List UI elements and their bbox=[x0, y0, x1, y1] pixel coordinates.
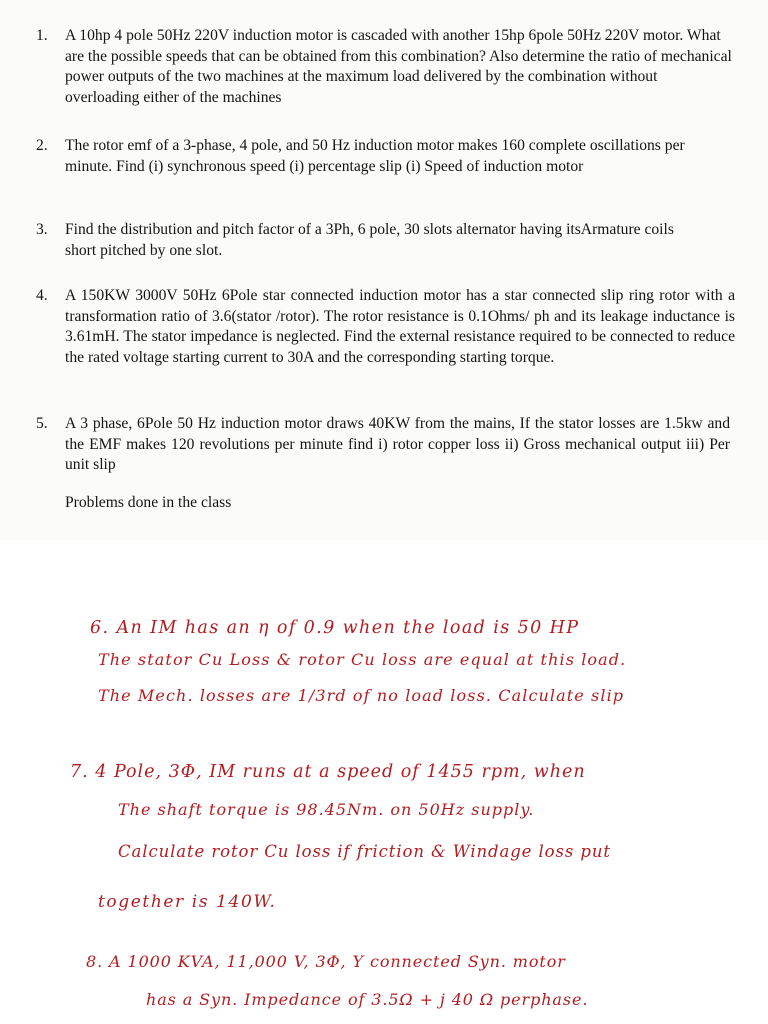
question-number: 1. bbox=[36, 27, 48, 44]
question-number: 4. bbox=[36, 287, 48, 304]
question-text: A 3 phase, 6Pole 50 Hz induction motor draws 40KW from the mains, If the stator losses are 1.5kw and the EMF makes 120 revolutions per minute find i) rotor copper loss ii) Gross mechanical output iii) Per unit slip bbox=[65, 415, 730, 473]
handwritten-line: The stator Cu Loss & rotor Cu loss are equal at this load. bbox=[98, 650, 627, 669]
question-number: 5. bbox=[36, 415, 48, 432]
section-heading: Problems done in the class bbox=[65, 494, 232, 511]
question-text: Find the distribution and pitch factor of a 3Ph, 6 pole, 30 slots alternator having itsArmature coils short pitched by one slot. bbox=[65, 221, 674, 259]
handwritten-line: Calculate rotor Cu loss if friction & Windage loss put bbox=[118, 842, 611, 861]
page-gap bbox=[0, 540, 768, 552]
handwritten-line: has a Syn. Impedance of 3.5Ω + j 40 Ω perphase. bbox=[146, 990, 589, 1009]
question-number: 2. bbox=[36, 137, 48, 154]
question-number: 3. bbox=[36, 221, 48, 238]
handwritten-line: 7. 4 Pole, 3Φ, IM runs at a speed of 1455 rpm, when bbox=[70, 762, 586, 782]
question-text: A 10hp 4 pole 50Hz 220V induction motor is cascaded with another 15hp 6pole 50Hz 220V motor. What are the possible speeds that can be obtained from this combination? Also determine the ratio of mechanical power outputs of the two machines at the maximum load delivered by the combination without overloading either of the machines bbox=[65, 27, 732, 106]
handwritten-line: 8. A 1000 KVA, 11,000 V, 3Φ, Y connected Syn. motor bbox=[86, 952, 566, 971]
handwritten-line: The shaft torque is 98.45Nm. on 50Hz supply. bbox=[118, 800, 535, 819]
handwritten-line: 6. An IM has an η of 0.9 when the load is 50 HP bbox=[90, 618, 580, 638]
question-text: The rotor emf of a 3-phase, 4 pole, and 50 Hz induction motor makes 160 complete oscillations per minute. Find (i) synchronous speed (i) percentage slip (i) Speed of induction motor bbox=[65, 137, 685, 175]
handwritten-notes bbox=[0, 552, 768, 1024]
handwritten-line: The Mech. losses are 1/3rd of no load loss. Calculate slip bbox=[98, 686, 625, 705]
question-text: A 150KW 3000V 50Hz 6Pole star connected induction motor has a star connected slip ring rotor with a transformation ratio of 3.6(stator /rotor). The rotor resistance is 0.1Ohms/ ph and its leakage inductance is 3.61mH. The stator impedance is neglected. Find the external resistance required to be connected to reduce the rated voltage starting current to 30A and the corresponding starting torque. bbox=[65, 287, 735, 366]
handwritten-line: together is 140W. bbox=[98, 892, 277, 912]
